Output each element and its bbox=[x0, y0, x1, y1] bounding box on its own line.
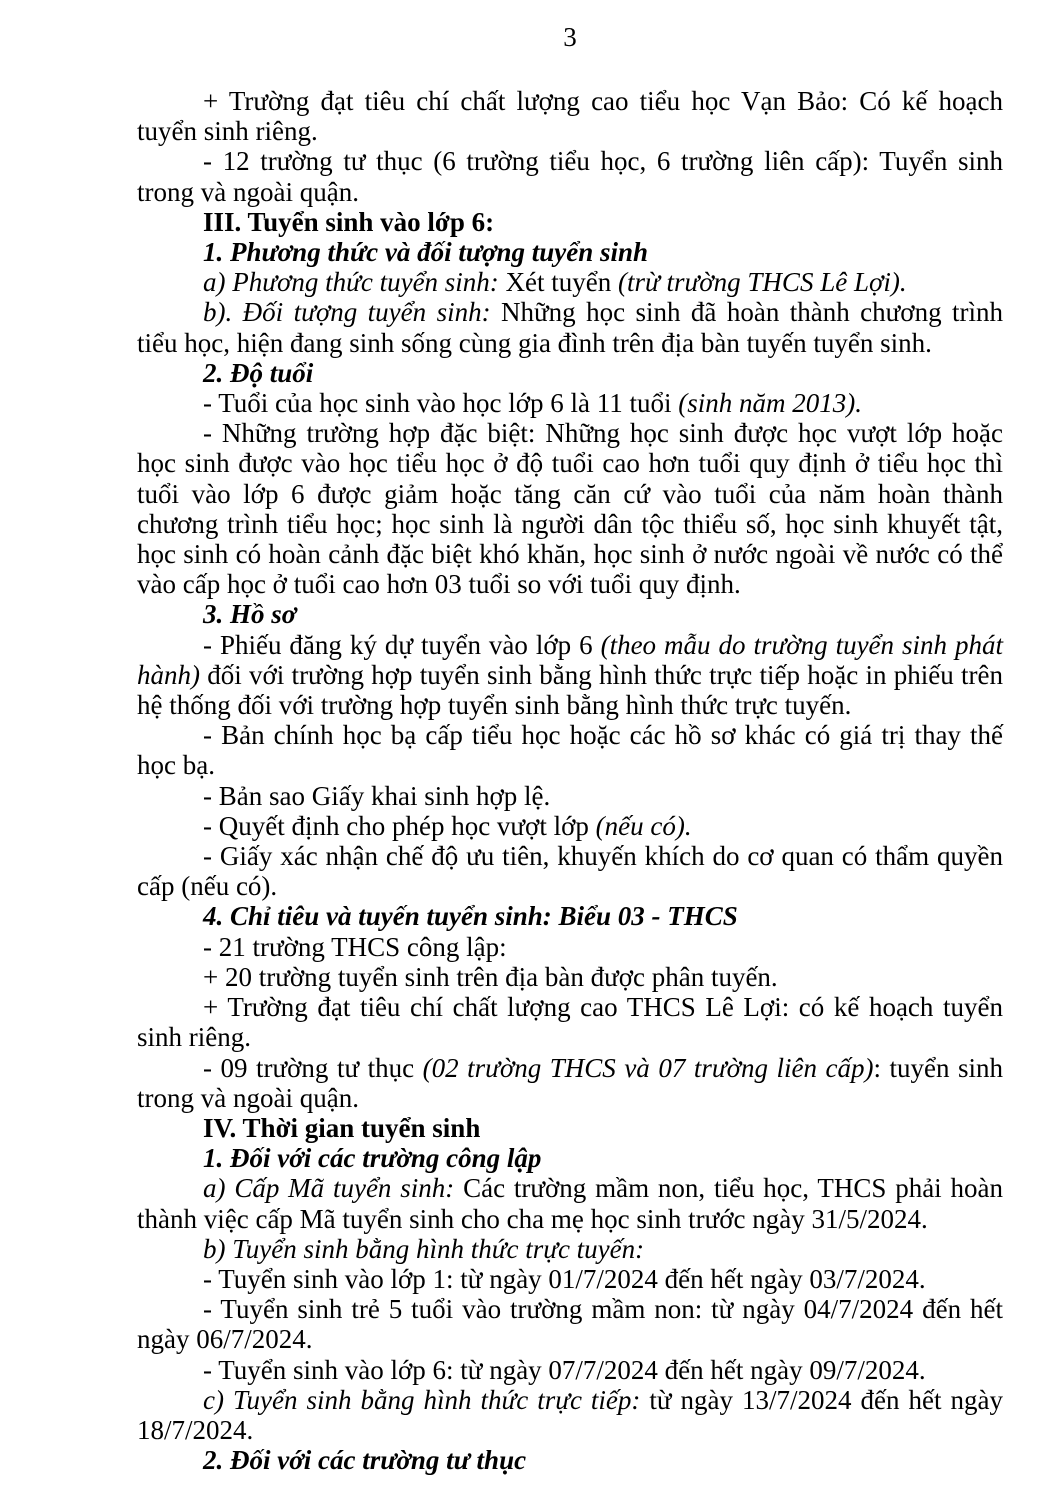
subsection-heading bbox=[137, 237, 1003, 267]
text-run: 2. Độ tuổi bbox=[203, 357, 314, 388]
text-run: - Bản sao Giấy khai sinh hợp lệ. bbox=[203, 780, 551, 811]
subsection-heading bbox=[137, 358, 1003, 388]
text-run: b) Tuyển sinh bằng hình thức trực tuyến: bbox=[203, 1233, 645, 1264]
text-run: - Quyết định cho phép học vượt lớp bbox=[203, 810, 596, 841]
text-run: + Trường đạt tiêu chí chất lượng cao THCS Lê Lợi: có kế hoạch tuyển sinh riêng. bbox=[137, 992, 1003, 1053]
text-run: - Bản chính học bạ cấp tiểu học hoặc các hồ sơ khác có giá trị thay thế học bạ. bbox=[137, 720, 1003, 781]
section-heading bbox=[137, 207, 1003, 237]
paragraph bbox=[137, 630, 1003, 721]
text-run: (sinh năm 2013). bbox=[678, 388, 862, 419]
text-run: 2. Đối với các trường tư thục bbox=[203, 1445, 527, 1476]
text-run: - 09 trường tư thục bbox=[203, 1052, 423, 1083]
paragraph bbox=[137, 146, 1003, 206]
subsection-heading bbox=[137, 1143, 1003, 1173]
clause bbox=[137, 297, 1003, 357]
paragraph bbox=[137, 1294, 1003, 1354]
text-run: - 12 trường tư thục (6 trường tiểu học, 6 trường liên cấp): Tuyển sinh trong và ngoài quận. bbox=[137, 146, 1003, 207]
text-run: + 20 trường tuyển sinh trên địa bàn được phân tuyến. bbox=[203, 961, 778, 992]
text-run: - Tuổi của học sinh vào học lớp 6 là 11 tuổi bbox=[203, 388, 679, 419]
text-run: - Những trường hợp đặc biệt: Những học sinh được học vượt lớp hoặc học sinh được vào học tiểu học ở độ tuổi cao hơn tuổi quy định ở tiểu học thì tuổi vào lớp 6 được giảm hoặc tăng căn cứ vào tuổi của năm hoàn thành chương trình tiểu học; học sinh là người dân tộc thiểu số, học sinh khuyết tật, học sinh có hoàn cảnh đặc biệt khó khăn, học sinh ở nước ngoài về nước có thể vào cấp học ở tuổi cao hơn 03 tuổi so với tuổi quy định. bbox=[137, 418, 1003, 600]
document-body bbox=[137, 86, 1003, 1475]
text-run: - Giấy xác nhận chế độ ưu tiên, khuyến khích do cơ quan có thẩm quyền cấp (nếu có). bbox=[137, 841, 1003, 902]
text-run: b). Đối tượng tuyển sinh: bbox=[203, 297, 502, 328]
text-run: III. Tuyển sinh vào lớp 6: bbox=[203, 206, 495, 237]
paragraph bbox=[137, 781, 1003, 811]
paragraph bbox=[137, 932, 1003, 962]
clause bbox=[137, 1234, 1003, 1264]
paragraph bbox=[137, 992, 1003, 1052]
text-run: từ ngày 13/7/2024 đến hết ngày 18/7/2024. bbox=[137, 1384, 1004, 1445]
paragraph bbox=[137, 1264, 1003, 1294]
text-run: Những học sinh đã hoàn thành chương trình tiểu học, hiện đang sinh sống cùng gia đình trên địa bàn tuyến tuyển sinh. bbox=[137, 297, 1004, 358]
text-run: a) Cấp Mã tuyển sinh: bbox=[203, 1173, 464, 1204]
clause bbox=[137, 1173, 1003, 1233]
text-run: đối với trường hợp tuyển sinh bằng hình thức trực tiếp hoặc in phiếu trên hệ thống đối với trường hợp tuyển sinh bằng hình thức trực tuyến. bbox=[137, 659, 1003, 721]
text-run: - Tuyển sinh vào lớp 1: từ ngày 01/7/2024 đến hết ngày 03/7/2024. bbox=[203, 1263, 926, 1294]
text-run: IV. Thời gian tuyển sinh bbox=[203, 1112, 481, 1143]
text-run: - Tuyển sinh vào lớp 6: từ ngày 07/7/2024 đến hết ngày 09/7/2024. bbox=[203, 1354, 926, 1385]
text-run: a) Phương thức tuyển sinh: bbox=[203, 267, 506, 298]
text-run: 4. Chỉ tiêu và tuyến tuyển sinh: Biểu 03 - THCS bbox=[203, 901, 738, 932]
clause bbox=[137, 1385, 1003, 1445]
paragraph bbox=[137, 1053, 1003, 1113]
text-run: 1. Phương thức và đối tượng tuyển sinh bbox=[203, 237, 649, 268]
text-run: (trừ trường THCS Lê Lợi). bbox=[618, 267, 907, 298]
text-run: + Trường đạt tiêu chí chất lượng cao tiểu học Vạn Bảo: Có kế hoạch tuyển sinh riêng. bbox=[137, 86, 1003, 147]
text-run: : tuyển sinh trong và ngoài quận. bbox=[137, 1052, 1003, 1113]
text-run: - 21 trường THCS công lập: bbox=[203, 931, 507, 962]
text-run: Các trường mầm non, tiểu học, THCS phải hoàn thành việc cấp Mã tuyển sinh cho cha mẹ học sinh trước ngày 31/5/2024. bbox=[137, 1173, 1003, 1234]
paragraph bbox=[137, 811, 1003, 841]
text-run: - Tuyển sinh trẻ 5 tuổi vào trường mầm non: từ ngày 04/7/2024 đến hết ngày 06/7/2024. bbox=[137, 1294, 1003, 1355]
text-run: c) Tuyển sinh bằng hình thức trực tiếp: bbox=[203, 1384, 650, 1415]
page-number: 3 bbox=[563, 22, 577, 52]
subsection-heading bbox=[137, 901, 1003, 931]
text-run: (02 trường THCS và 07 trường liên cấp) bbox=[422, 1052, 874, 1083]
text-run: Xét tuyển bbox=[505, 267, 619, 298]
paragraph bbox=[137, 841, 1003, 901]
section-heading bbox=[137, 1113, 1003, 1143]
text-run: - Phiếu đăng ký dự tuyển vào lớp 6 bbox=[203, 629, 601, 660]
paragraph bbox=[137, 720, 1003, 780]
text-run: 1. Đối với các trường công lập bbox=[203, 1143, 542, 1174]
paragraph bbox=[137, 1355, 1003, 1385]
paragraph bbox=[137, 86, 1003, 146]
text-run: 3. Hồ sơ bbox=[203, 599, 297, 630]
subsection-heading bbox=[137, 1445, 1003, 1475]
paragraph bbox=[137, 962, 1003, 992]
text-run: (theo mẫu do trường tuyển sinh phát hành) bbox=[137, 629, 1003, 690]
subsection-heading bbox=[137, 599, 1003, 629]
text-run: (nếu có). bbox=[595, 810, 692, 841]
clause bbox=[137, 267, 1003, 297]
paragraph bbox=[137, 418, 1003, 599]
paragraph bbox=[137, 388, 1003, 418]
